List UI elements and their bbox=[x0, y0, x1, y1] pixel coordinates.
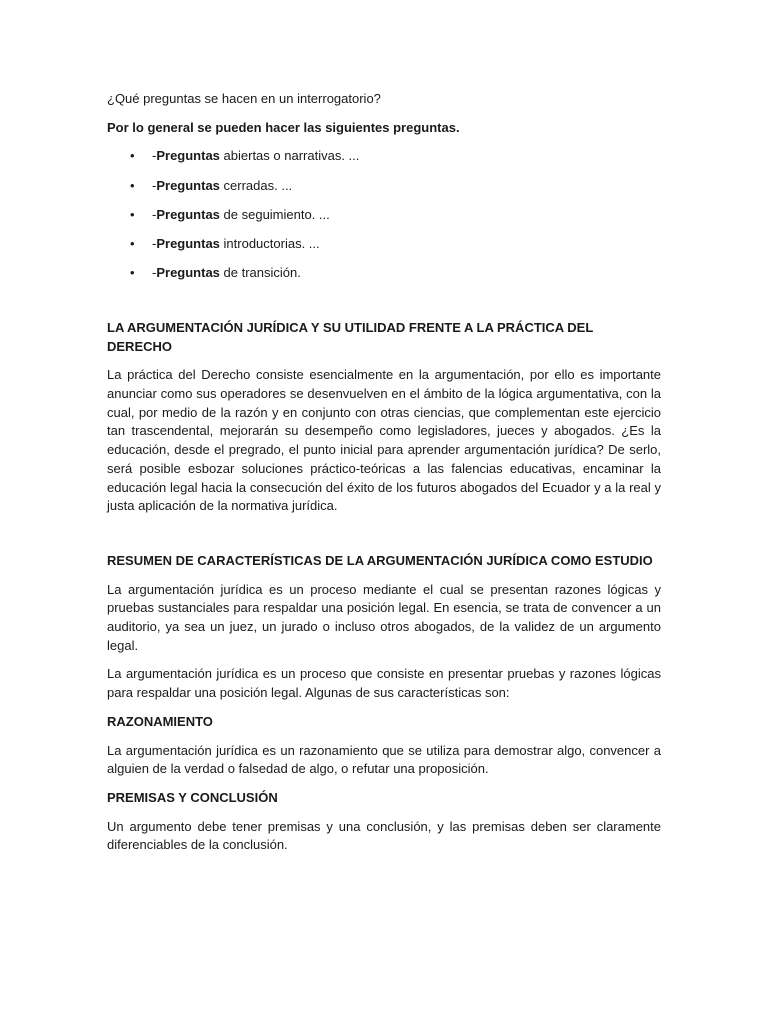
heading-premisas: PREMISAS Y CONCLUSIÓN bbox=[107, 789, 278, 805]
premisas-paragraph: Un argumento debe tener premisas y una conclusión, y las premisas deben ser claramente diferenciables de la conclusión. bbox=[107, 818, 661, 853]
item-bold: Preguntas bbox=[156, 177, 220, 193]
lead-line: Por lo general se pueden hacer las siguientes preguntas. bbox=[107, 119, 460, 135]
item-bold: Preguntas bbox=[156, 206, 220, 222]
item-bold: Preguntas bbox=[156, 265, 220, 281]
resumen-paragraph-2: La argumentación jurídica es un proceso que consiste en presentar pruebas y razones lógicas para respaldar una posición legal. Algunas de sus características son: bbox=[107, 666, 661, 701]
item-prefix: - bbox=[152, 206, 157, 222]
document-page bbox=[107, 90, 661, 865]
list-item bbox=[107, 264, 661, 283]
item-prefix: - bbox=[152, 148, 157, 164]
item-text: cerradas. ... bbox=[219, 177, 293, 193]
bullet-icon: • bbox=[130, 177, 135, 193]
question-types-list bbox=[107, 147, 661, 283]
item-bold: Preguntas bbox=[156, 148, 220, 164]
bullet-icon: • bbox=[130, 206, 135, 222]
item-prefix: - bbox=[152, 177, 157, 193]
razonamiento-paragraph: La argumentación jurídica es un razonamiento que se utiliza para demostrar algo, convencer a alguien de la verdad o falsedad de algo, o refutar una proposición. bbox=[107, 742, 661, 777]
item-text: abiertas o narrativas. ... bbox=[219, 148, 360, 164]
item-bold: Preguntas bbox=[156, 236, 220, 252]
list-item bbox=[107, 147, 661, 166]
item-text: de transición. bbox=[219, 265, 301, 281]
item-text: de seguimiento. ... bbox=[219, 206, 330, 222]
bullet-icon: • bbox=[130, 148, 135, 164]
list-item bbox=[107, 235, 661, 254]
resumen-paragraph-1: La argumentación jurídica es un proceso mediante el cual se presentan razones lógicas y pruebas sustanciales para respaldar una posición legal. En esencia, se trata de convencer a un auditorio, ya sea un juez, un jurado o incluso otros abogados, de la validez de un argumento legal. bbox=[107, 581, 661, 653]
bullet-icon: • bbox=[130, 265, 135, 281]
section-heading-resumen: RESUMEN DE CARACTERÍSTICAS DE LA ARGUMENTACIÓN JURÍDICA COMO ESTUDIO bbox=[107, 552, 653, 568]
question-line: ¿Qué preguntas se hacen en un interrogatorio? bbox=[107, 91, 381, 106]
section-body-argumentacion: La práctica del Derecho consiste esencialmente en la argumentación, por ello es importante anunciar como sus operadores se desenvuelven en el ámbito de la lógica argumentativa, con la cual, por medio de la razón y en conjunto con otras ciencias, que complementan este ejercicio tan trascendental, mejorarán su desempeño como legisladores, jueces y abogados. ¿Es la educación, desde el pregrado, el punto inicial para aprender argumentación jurídica? De serlo, será posible esbozar soluciones práctico-teóricas a las falencias educativas, encaminar la educación legal hacia la consecución del éxito de los futuros abogados del Ecuador y a la real y justa aplicación de la normativa jurídica. bbox=[107, 367, 661, 514]
section-heading-argumentacion: LA ARGUMENTACIÓN JURÍDICA Y SU UTILIDAD FRENTE A LA PRÁCTICA DEL DERECHO bbox=[107, 319, 594, 354]
list-item bbox=[107, 206, 661, 225]
item-prefix: - bbox=[152, 265, 157, 281]
heading-razonamiento: RAZONAMIENTO bbox=[107, 713, 213, 729]
bullet-icon: • bbox=[130, 236, 135, 252]
list-item bbox=[107, 177, 661, 196]
item-prefix: - bbox=[152, 236, 157, 252]
item-text: introductorias. ... bbox=[219, 236, 320, 252]
